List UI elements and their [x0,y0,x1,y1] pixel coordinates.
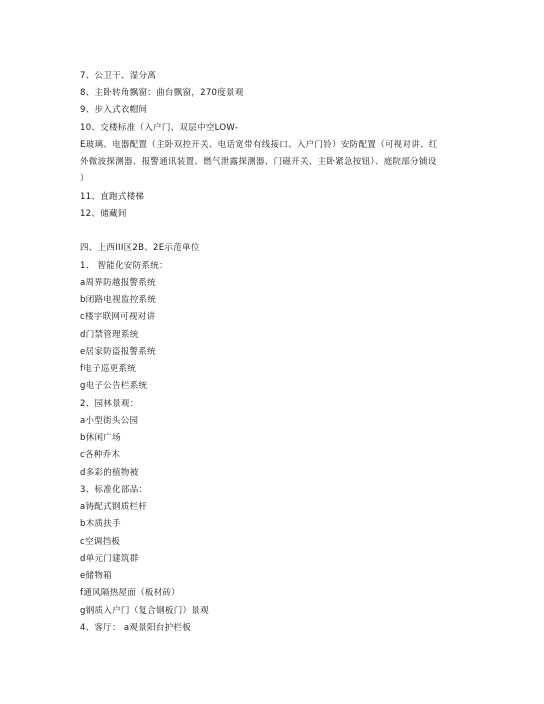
text-line: 8、主卧转角飘窗：曲台飘窗，270度景观 [80,88,244,98]
text-line: 9、步入式衣帽间 [80,105,148,115]
text-line: ） [80,174,89,184]
text-line: c楼宇联网可视对讲 [80,312,156,322]
text-line: a小型街头公园 [80,416,139,426]
text-line: 1、 智能化安防系统： [80,261,168,271]
text-line: 12、储藏间 [80,209,127,219]
text-line: d门禁管理系统 [80,330,139,340]
text-line: d单元门建筑群 [80,554,139,564]
text-line: e居家防盗报警系统 [80,347,156,357]
text-line: g钢质入户门（复合钢板门）景观 [80,606,209,616]
text-line: a周界防越报警系统 [80,278,156,288]
text-line: b闭路电视监控系统 [80,295,157,305]
text-line: a铸配式钢质栏杆 [80,502,148,512]
text-line: 3、标准化部品： [80,485,148,495]
section-heading: 四、上西III区2B、2E示范单位 [80,243,200,253]
text-line: e储物箱 [80,571,112,581]
text-line: d多彩的植物被 [80,468,139,478]
text-line: 10、交楼标准（入户门、双层中空LOW- [80,123,239,133]
text-line: 11、直跑式楼梯 [80,192,145,202]
text-line: f电子巡更系统 [80,364,137,374]
text-line: c各种乔木 [80,450,121,460]
text-line: 7、公卫干、湿分离 [80,71,157,81]
text-line: f通风隔热屋面（板材砖） [80,588,181,598]
text-line: b休闲广场 [80,433,121,443]
text-line: 4、客厅： a观景阳台护栏板 [80,623,192,633]
text-line: g电子公告栏系统 [80,381,148,391]
text-line: 外微波探测器、报警通讯装置、燃气泄露探测器、门磁开关、主卧紧急按钮）、庭院部分铺设 [80,157,437,167]
text-line: b木质扶手 [80,519,121,529]
text-line: 2、园林景观： [80,399,139,409]
text-line: c空调挡板 [80,537,121,547]
text-line: E玻璃、电器配置（主卧双控开关、电话宽带有线接口、入户门铃）安防配置（可视对讲、红 [80,140,438,150]
